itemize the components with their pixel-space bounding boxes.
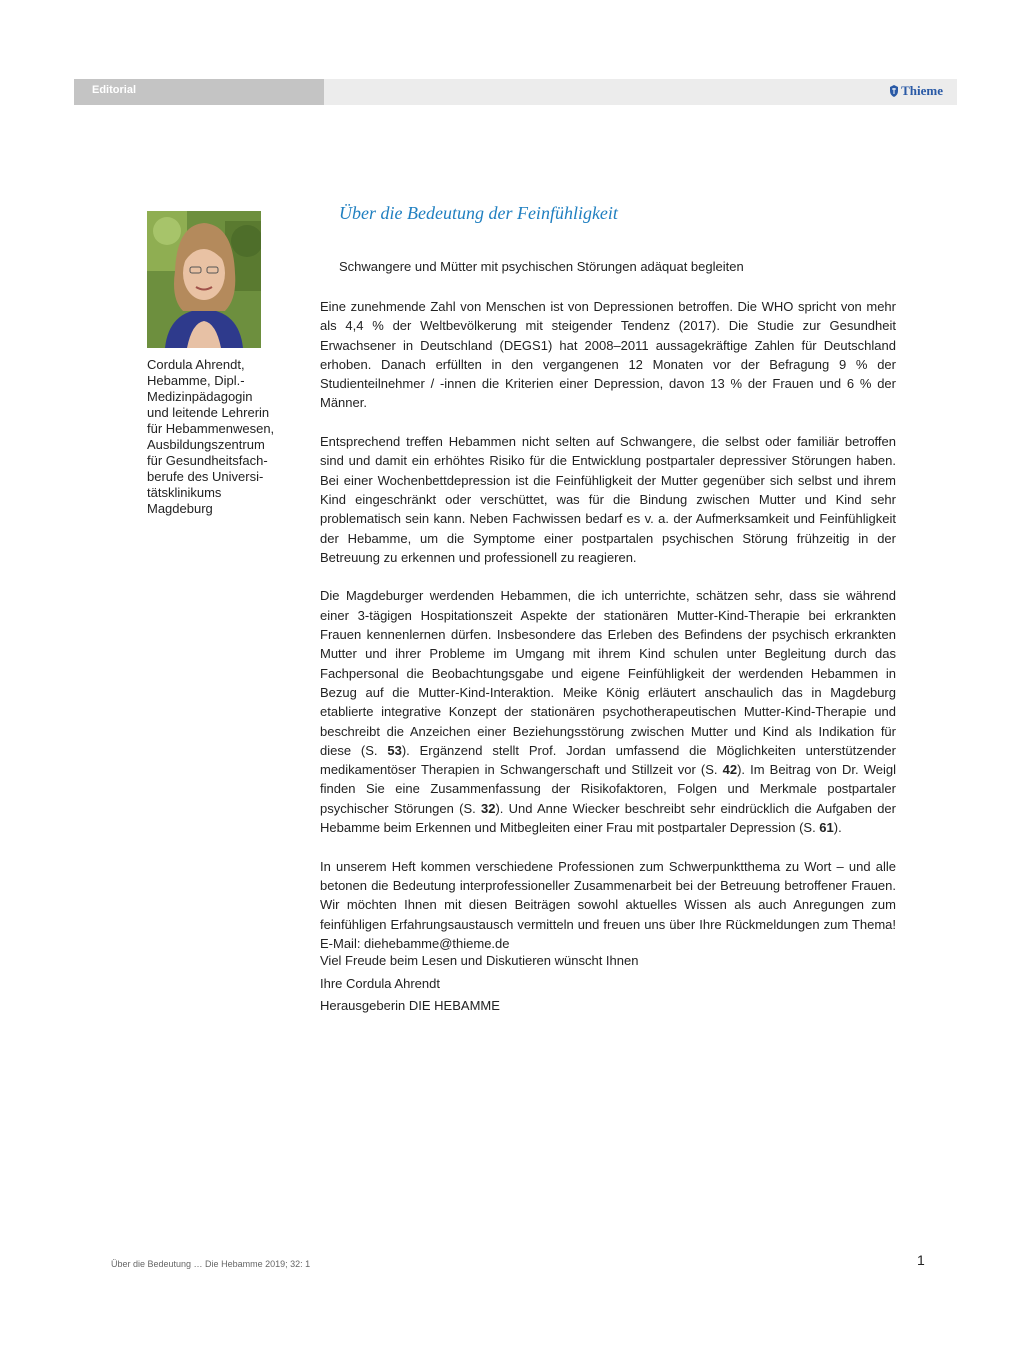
closing-signature xyxy=(320,950,638,1018)
paragraph-3-text: ). xyxy=(833,820,842,836)
bio-line: und leitende Lehrerin xyxy=(147,405,270,420)
page-number: 1 xyxy=(917,1252,925,1268)
bio-line: Cordula Ahrendt, xyxy=(147,357,245,372)
author-portrait-image xyxy=(147,211,261,348)
footer-citation: Über die Bedeutung … Die Hebamme 2019; 32: 1 xyxy=(111,1259,311,1269)
closing-name: Ihre Cordula Ahrendt xyxy=(320,975,440,991)
author-bio xyxy=(147,357,287,517)
paragraph-3-text: ). Im Beitrag von Dr. Weigl finden Sie eine Zusammenfassung der Risikofaktoren, Folgen und Merkmale postpartaler psychischer Störungen (S. xyxy=(320,762,896,816)
paragraph-3-text: ). Und Anne Wiecker beschreibt sehr eindrücklich die Aufgaben der Hebamme beim Erkennen und Mitbegleiten einer Frau mit postpartaler Depression (S. xyxy=(320,800,896,836)
paragraph-3 xyxy=(320,586,896,837)
author-photo xyxy=(147,211,261,348)
bio-line: tätsklinikums xyxy=(147,485,222,500)
paragraph-3-text: ). Ergänzend stellt Prof. Jordan umfassend die Möglichkeiten unterstützender medikamentöser Therapien in Schwangerschaft und Stillzeit vor (S. xyxy=(320,742,896,778)
bio-line: Ausbildungszentrum xyxy=(147,437,265,452)
closing-role: Herausgeberin DIE HEBAMME xyxy=(320,998,500,1014)
article-title: Über die Bedeutung der Feinfühligkeit xyxy=(339,203,618,223)
paragraph-2: Entsprechend treffen Hebammen nicht selten auf Schwangere, die selbst oder familiär betroffen sind und damit ein erhöhtes Risiko für die Entwicklung postpartaler depressiver Störungen haben. Bei einer Wochenbettdepression ist die Feinfühligkeit der Mutter gegenüber sich selbst und ihrem Kind eingeschränkt oder verschüttet, was für die Bindung zwischen Mutter und Kind sehr problematisch sein kann. Neben Fachwissen bedarf es v. a. der Aufmerksamkeit und Feinfühligkeit der Hebamme, um die Symptome einer postpartalen psychischen Störung frühzeitig in der Betreuung zu erkennen und professionell zu reagieren. xyxy=(320,434,896,565)
section-tab xyxy=(74,79,324,105)
publisher-logo xyxy=(889,83,943,99)
paragraph-4: In unserem Heft kommen verschiedene Professionen zum Schwerpunktthema zu Wort – und alle betonen die Bedeutung interprofessioneller Zusammenarbeit bei der Betreuung betroffener Frauen. Wir möchten Ihnen mit diesen Beiträgen sowohl aktuelles Wissen als auch Anregungen zum feinfühligen Erfahrungsaustausch vermitteln und freuen uns über Ihre Rückmeldungen zum Thema! E-Mail: diehebamme@thieme.de xyxy=(320,858,896,951)
bio-line: Hebamme, Dipl.- xyxy=(147,373,245,388)
header-bar xyxy=(74,79,957,105)
article-body xyxy=(320,297,896,972)
page-reference: 61 xyxy=(819,820,834,836)
paragraph-3-text: Die Magdeburger werdenden Hebammen, die ich unterrichte, schätzen sehr, dass sie während einer 3-tägigen Hospitationszeit Aspekte der stationären Mutter-Kind-Therapie bei erkrankten Frauen kennenlernen dürfen. Insbesondere das Erleben des Befindens der psychisch erkrankten Mutter und ihrer Probleme im Umgang mit ihrem Kind schulen unter Begleitung durch das Fachpersonal die Beobachtungsgabe und eigene Feinfühligkeit der werdenden Hebammen in Bezug auf die Mutter-Kind-Interaktion. Meike König erläutert anschaulich das in Magdeburg etablierte integrative Konzept der stationären psychotherapeutischen Mutter-Kind-Therapie und beschreibt die Anzeichen einer Beziehungsstörung zwischen Mutter und Kind als Indikation für diese (S. xyxy=(320,588,896,758)
section-label: Editorial xyxy=(92,84,137,96)
bio-line: für Gesundheitsfach- xyxy=(147,453,268,468)
bio-line: Medizinpädagogin xyxy=(147,389,253,404)
page-reference: 42 xyxy=(722,762,738,778)
page-reference: 53 xyxy=(387,742,402,758)
brand-name: Thieme xyxy=(901,83,943,98)
closing-greeting: Viel Freude beim Lesen und Diskutieren wünscht Ihnen xyxy=(320,953,639,968)
page-reference: 32 xyxy=(480,800,496,816)
bio-line: Magdeburg xyxy=(147,501,213,516)
thieme-crest-icon xyxy=(889,85,899,97)
bio-line: berufe des Universi- xyxy=(147,469,264,484)
paragraph-1: Eine zunehmende Zahl von Menschen ist von Depressionen betroffen. Die WHO spricht von mehr als 4,4 % der Weltbevölkerung mit steigender Tendenz (2017). Die Studie zur Gesundheit Erwachsener in Deutschland (DEGS1) hat 2008–2011 aussagekräftige Zahlen für Deutschland erhoben. Danach erfüllten in den vergangenen 12 Monaten vor der Befragung 9 % der Studienteilnehmer / -innen die Kriterien einer Depression, davon 13 % der Frauen und 6 % der Männer. xyxy=(320,299,896,411)
article-subtitle: Schwangere und Mütter mit psychischen Störungen adäquat begleiten xyxy=(339,259,744,274)
bio-line: für Hebammenwesen, xyxy=(147,421,275,436)
